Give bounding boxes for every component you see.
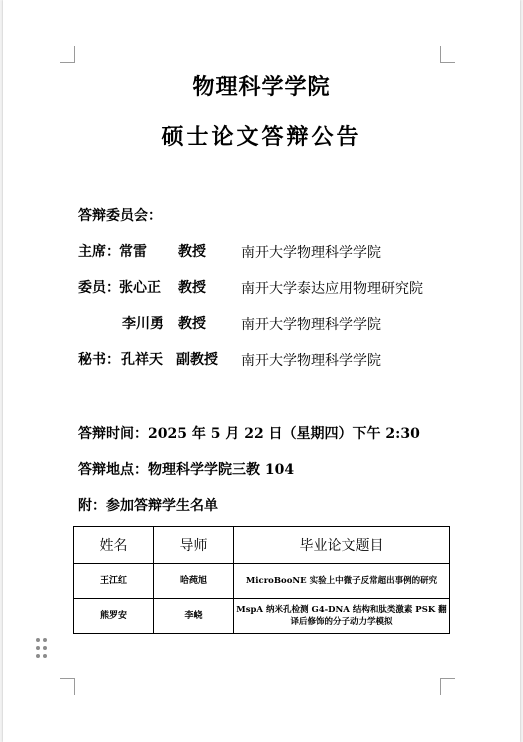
- chair-rank: 教授: [178, 244, 206, 260]
- title-line-1: 物理科学学院: [192, 74, 331, 100]
- thesis-topic: MspA 纳米孔检测 G4-DNA 结构和肽类激素 PSK 翻译后修饰的分子动力学模拟: [234, 599, 450, 634]
- defense-time-label: 答辩时间：: [78, 426, 148, 442]
- defense-time: [78, 423, 420, 443]
- secretary-name: 孔祥天: [121, 352, 163, 368]
- chair-name: 常雷: [119, 244, 147, 260]
- member-affiliation: 南开大学物理科学学院: [241, 317, 381, 333]
- column-header-advisor: 导师: [154, 527, 234, 564]
- student-list-table: [73, 526, 450, 634]
- secretary-affiliation: 南开大学物理科学学院: [241, 353, 381, 369]
- defense-place-value: 物理科学学院三教 104: [148, 462, 295, 478]
- title-line-2: 硕士论文答辩公告: [161, 124, 362, 150]
- thesis-topic: MicroBooNE 实验上中微子反常超出事例的研究: [234, 564, 450, 599]
- crop-mark-top-right: [440, 46, 455, 63]
- column-header-name: 姓名: [74, 527, 154, 564]
- student-advisor: 李峣: [154, 599, 234, 634]
- student-name: 王江红: [74, 564, 154, 599]
- crop-mark-bottom-left: [60, 678, 75, 695]
- student-advisor: 哈莼旭: [154, 564, 234, 599]
- secretary-rank: 副教授: [176, 352, 218, 368]
- member-name: 张心正: [119, 280, 161, 296]
- chair-affiliation: 南开大学物理科学学院: [241, 245, 381, 261]
- committee-heading: 答辩委员会：: [78, 208, 162, 224]
- table-header-row: [74, 527, 450, 564]
- member-name: 李川勇: [122, 316, 164, 332]
- member-affiliation: 南开大学泰达应用物理研究院: [241, 281, 423, 297]
- student-name: 熊罗安: [74, 599, 154, 634]
- drag-handle-icon[interactable]: [36, 638, 50, 662]
- defense-place-label: 答辩地点：: [78, 462, 148, 478]
- defense-place: [78, 459, 294, 479]
- defense-time-value: 2025 年 5 月 22 日（星期四）下午 2:30: [148, 426, 420, 442]
- table-row: [74, 564, 450, 599]
- crop-mark-top-left: [60, 46, 75, 63]
- member-rank: 教授: [178, 280, 206, 296]
- table-row: [74, 599, 450, 634]
- member-rank: 教授: [178, 316, 206, 332]
- column-header-topic: 毕业论文题目: [234, 527, 450, 564]
- secretary-role: 秘书：: [78, 352, 120, 368]
- crop-mark-bottom-right: [440, 678, 455, 695]
- attachment-label: 附：参加答辩学生名单: [78, 498, 218, 514]
- chair-role: 主席：: [78, 244, 120, 260]
- members-role: 委员：: [78, 280, 120, 296]
